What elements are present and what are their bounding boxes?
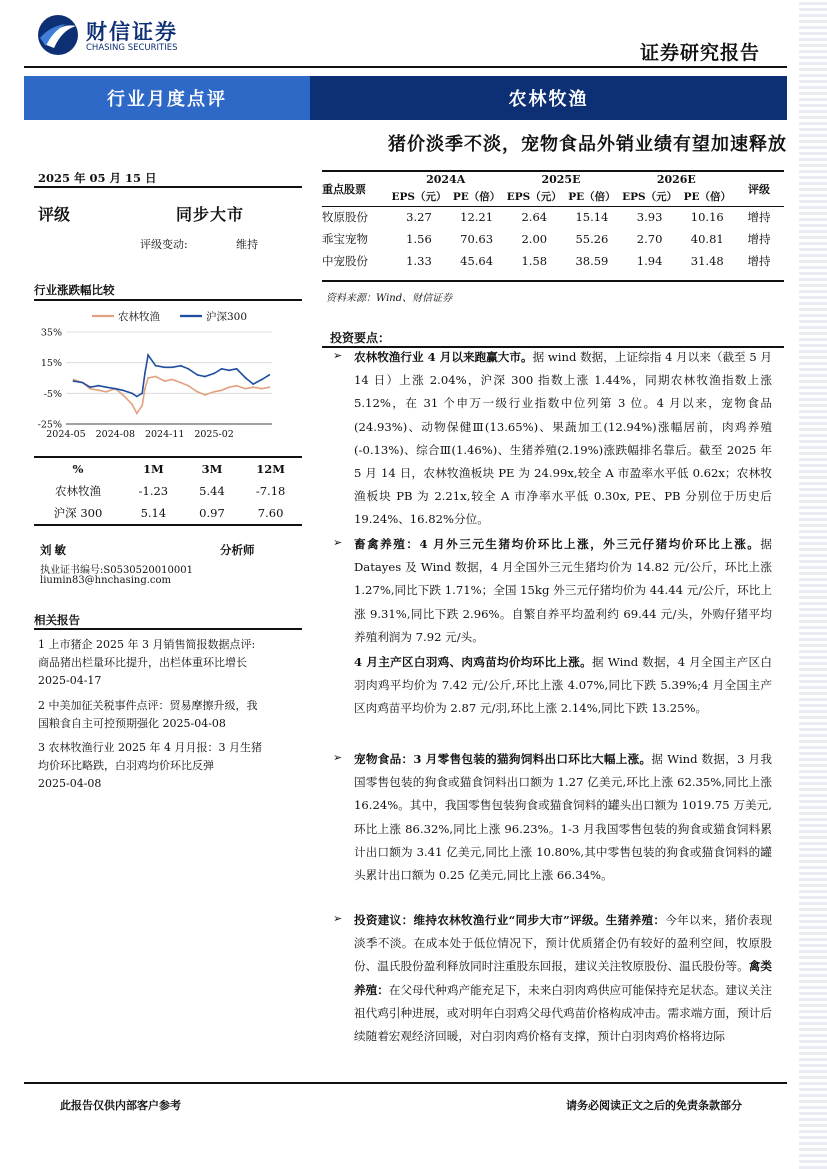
- invest-para-1: [354, 346, 772, 532]
- stock-cell: 2.70: [636, 232, 663, 246]
- arrow-bullet-icon: ➢: [333, 349, 343, 362]
- data-point-1: [236, 368, 238, 370]
- data-point-1: [114, 388, 116, 390]
- invest-para-4-text: 据 Wind 数据，3 月我国零售包装的狗食或猫食饲料出口额为 1.27 亿美元,环比上涨 62.35%,同比上涨 16.24%。其中，我国零售包装狗食或猫食饲料的罐头出口额为 1019.75 万美元,环比上涨 86.32%,同比上涨 96.23%。1-3 月我国零售包装的狗食或猫食饲料累计出口额为 3.41 亿美元,同比上涨 10.80%,其中零售包装的狗食或猫食饲料的罐头累计出口额为 0.25 亿美元,同比上涨 66.34%。: [354, 752, 772, 883]
- stock-sub: PE（倍）: [683, 190, 731, 203]
- stock-cell: 45.64: [460, 254, 494, 268]
- data-point-1: [122, 389, 124, 391]
- footer-left: 此报告仅供内部客户参考: [60, 1099, 181, 1112]
- stock-cell: 1.94: [636, 254, 663, 268]
- data-point-0: [98, 389, 100, 391]
- data-point-0: [144, 388, 146, 390]
- invest-para-3: [354, 651, 772, 721]
- data-point-0: [141, 405, 143, 407]
- perf-cell: 5.14: [140, 506, 167, 520]
- analyst-role: 分析师: [220, 543, 255, 557]
- data-point-1: [98, 385, 100, 387]
- perf-row-name: 农林牧渔: [55, 484, 101, 498]
- y-tick-label: 15%: [40, 358, 62, 370]
- data-point-1: [155, 365, 157, 367]
- stock-sub: EPS（元）: [391, 190, 447, 203]
- stock-cell: 10.16: [690, 210, 724, 225]
- stock-col-rating: 评级: [748, 182, 770, 196]
- invest-para-5-lead: 投资建议：维持农林牧渔行业“同步大市”评级。生猪养殖：: [354, 913, 666, 927]
- data-point-1: [171, 366, 173, 368]
- related-title-rule: [34, 628, 302, 630]
- data-point-0: [204, 394, 206, 396]
- stock-name: 乖宝宠物: [322, 232, 368, 246]
- data-point-0: [105, 391, 107, 393]
- stock-cell: 15.14: [575, 210, 609, 225]
- data-point-0: [164, 380, 166, 382]
- logo-en-text: CHASING SECURITIES: [86, 43, 178, 53]
- rating-change-value: 维持: [236, 238, 258, 251]
- stock-table: [322, 172, 784, 272]
- perf-col-12m: 12M: [256, 462, 285, 476]
- invest-para-4-lead: 宠物食品：3 月零售包装的猫狗饲料出口环比大幅上涨。: [354, 752, 652, 766]
- related-date: 2025-04-17: [38, 674, 102, 688]
- banner-industry: 农林牧渔: [310, 76, 787, 120]
- data-point-1: [136, 396, 138, 398]
- stock-name: 中宠股份: [322, 254, 368, 268]
- related-section-title: 相关报告: [34, 613, 80, 627]
- stock-cell: 1.56: [406, 232, 432, 246]
- invest-para-1-text: 据 wind 数据，上证综指 4 月以来（截至 5 月 14 日）上涨 2.04%，沪深 300 指数上涨 1.44%，同期农林牧渔指数上涨 5.12%，在 31 个申万一级行业指数中位列第 3 位。4 月以来，宠物食品(24.93%)、动物保健Ⅲ(13.65%)、果蔬加工(12.94%)涨幅居前，肉鸡养殖(-0.13%)、综合Ⅲ(1.46%)、生猪养殖(2.19%)涨跌幅排名靠后。截至 2025 年 5 月 14 日，农林牧渔板块 PE 为 24.99x,较全 A 市盈率水平低 0.62x；农林牧渔板块 PB 为 2.21x,较全 A 市净率水平低 0.30x, PE、PB 分别位于历史后 19.24%、16.82%分位。: [354, 350, 773, 527]
- invest-para-5-text: 今年以来，猪价表现淡季不淡。在成本处于低位情况下，预计优质猪企仍有较好的盈利空间，牧原股份、温氏股份盈利释放同时注重股东回报，建议关注牧原股份、温氏股份等。: [354, 913, 772, 974]
- report-type: 证券研究报告: [640, 42, 761, 64]
- related-line: 均价环比略跌，白羽鸡均价环比反弹: [38, 759, 214, 773]
- perf-row-name: 沪深 300: [53, 506, 103, 520]
- banner-category: 行业月度点评: [24, 76, 310, 120]
- data-point-0: [147, 377, 149, 379]
- footer-rule: [24, 1082, 787, 1084]
- invest-para-1-lead: 农林牧渔行业 4 月以来跑赢大市。: [354, 350, 533, 364]
- data-point-1: [228, 369, 230, 371]
- perf-table: [34, 458, 302, 524]
- perf-cell: 7.60: [257, 506, 284, 520]
- data-point-0: [171, 379, 173, 381]
- legend-label-1: 沪深300: [206, 311, 248, 323]
- logo-mark-icon: [36, 14, 80, 56]
- stock-rating: 增持: [747, 254, 771, 268]
- stock-rating: 增持: [747, 232, 771, 246]
- data-point-0: [197, 391, 199, 393]
- data-point-1: [82, 382, 84, 384]
- data-point-0: [261, 388, 263, 390]
- data-point-1: [187, 368, 189, 370]
- data-point-1: [197, 374, 199, 376]
- table-row: [322, 228, 784, 250]
- stock-cell: 70.63: [460, 232, 494, 246]
- invest-para-5-text-2: 在父母代种鸡产能充足下，未来白羽肉鸡供应可能保持充足状态。建议关注祖代鸡引种进展，或对明年白羽鸡父母代鸡苗价格构成冲击。需求端方面，预计后续随着宏观经济回暖，对白羽肉鸡价格有支撑，预计白羽肉鸡价格将边际: [354, 982, 772, 1044]
- x-tick-label: 2025-02: [194, 429, 234, 440]
- related-line: 2 中美加征关税事件点评：贸易摩擦升级，我: [38, 698, 258, 712]
- perf-col-pct: %: [72, 462, 84, 476]
- data-point-1: [261, 379, 263, 381]
- stock-cell: 12.21: [460, 210, 494, 225]
- report-date: 2025 年 05 月 15 日: [38, 171, 157, 185]
- related-line: 商品猪出栏量环比提升，出栏体重环比增长: [38, 656, 247, 670]
- rating-change-label: 评级变动:: [140, 238, 188, 251]
- analyst-name: 刘敏: [40, 543, 69, 557]
- table-row: [322, 206, 784, 228]
- data-point-1: [252, 383, 254, 385]
- stock-year: 2024A: [426, 173, 466, 186]
- y-tick-label: -5%: [43, 388, 62, 400]
- invest-para-2: [354, 533, 772, 649]
- stock-header-years: [322, 172, 784, 187]
- perf-section-title: 行业涨跌幅比较: [34, 283, 115, 297]
- arrow-bullet-icon: ➢: [333, 536, 343, 549]
- related-item[interactable]: [38, 697, 298, 733]
- header-rule: [24, 66, 787, 68]
- data-point-1: [268, 374, 270, 376]
- invest-para-4: [354, 748, 772, 887]
- analyst-email[interactable]: liumin83@hnchasing.com: [40, 575, 172, 586]
- data-point-0: [221, 389, 223, 391]
- stock-cell: 3.27: [406, 210, 432, 225]
- data-point-0: [236, 385, 238, 387]
- stock-name: 牧原股份: [322, 210, 368, 225]
- arrow-bullet-icon: ➢: [333, 751, 343, 764]
- analyst-license: 执业证书编号:S0530520010001: [40, 565, 193, 576]
- related-item[interactable]: [38, 636, 298, 691]
- data-point-1: [89, 386, 91, 388]
- invest-para-5-lead-2: 禽类养殖：: [354, 959, 772, 997]
- arrow-bullet-icon: ➢: [333, 912, 343, 925]
- invest-para-3-lead: 4 月主产区白羽鸡、肉鸡苗均价均环比上涨。: [354, 655, 593, 669]
- invest-para-5: [354, 909, 772, 1048]
- stock-cell: 1.33: [406, 254, 432, 268]
- invest-heading: 投资要点：: [330, 331, 391, 345]
- stock-cell: 1.58: [521, 254, 548, 268]
- data-point-0: [245, 388, 247, 390]
- data-point-1: [204, 376, 206, 378]
- stock-sub: PE（倍）: [452, 190, 501, 203]
- data-point-0: [155, 376, 157, 378]
- stock-cell: 31.48: [690, 254, 724, 268]
- related-list: [38, 636, 298, 794]
- data-point-1: [213, 373, 215, 375]
- logo-cn-text: 财信证券: [86, 20, 178, 44]
- series-line-0: [74, 377, 270, 414]
- data-point-1: [245, 377, 247, 379]
- related-line: 1 上市猪企 2025 年 3 月销售简报数据点评:: [38, 638, 256, 651]
- data-point-0: [136, 412, 138, 414]
- perf-cell: -1.23: [138, 484, 169, 498]
- data-point-1: [73, 380, 75, 382]
- stock-sub: EPS（元）: [506, 190, 562, 203]
- stock-sub: EPS（元）: [622, 190, 678, 203]
- perf-cell: 0.97: [199, 506, 225, 520]
- table-row: [34, 502, 302, 524]
- stock-table-source: 资料来源：Wind、财信证券: [326, 293, 453, 304]
- data-point-1: [131, 392, 133, 394]
- perf-cell: 5.44: [199, 484, 225, 498]
- stock-year: 2026E: [656, 173, 696, 186]
- data-point-0: [213, 391, 215, 393]
- series-line-1: [74, 355, 270, 396]
- stock-cell: 40.81: [690, 232, 724, 246]
- x-tick-label: 2024-05: [46, 429, 86, 440]
- data-point-0: [122, 394, 124, 396]
- stock-header-sub: [322, 187, 784, 206]
- perf-chart: [30, 304, 306, 450]
- data-point-0: [252, 386, 254, 388]
- x-tick-label: 2024-08: [95, 429, 136, 440]
- data-point-1: [144, 373, 146, 375]
- stock-year: 2025E: [541, 173, 581, 186]
- rating-label: 评级: [38, 205, 71, 224]
- company-logo: [36, 14, 186, 60]
- perf-chart-svg: [30, 304, 306, 450]
- data-point-0: [131, 403, 133, 405]
- related-item[interactable]: [38, 739, 298, 794]
- data-point-0: [73, 379, 75, 381]
- data-point-1: [164, 366, 166, 368]
- stock-cell: 38.59: [575, 254, 609, 268]
- invest-para-2-text: 据 Datayes 及 Wind 数据，4 月全国外三元生猪均价为 14.82 元/公斤，环比上涨 1.27%,同比下跌 1.71%；全国 15kg 外三元仔猪均价为 44.44 元/公斤，环比上涨 9.31%,同比下跌 2.96%。自繁自养平均盈利约 69.44 元/头，外购仔猪平均养殖利润为 7.92 元/头。: [354, 537, 772, 644]
- stock-cell: 2.64: [521, 210, 548, 225]
- perf-col-1m: 1M: [143, 462, 164, 476]
- perf-table-bottom-rule: [34, 524, 302, 526]
- table-row: [34, 480, 302, 502]
- data-point-1: [105, 386, 107, 388]
- stock-rating: 增持: [747, 210, 771, 225]
- related-date: 2025-04-08: [38, 777, 102, 791]
- date-rule: [34, 186, 302, 188]
- stock-cell: 3.93: [636, 210, 663, 225]
- related-line: 国粮食自主可控预期强化 2025-04-08: [38, 716, 226, 730]
- stock-cell: 55.26: [575, 232, 609, 246]
- data-point-1: [147, 354, 149, 356]
- data-point-1: [221, 368, 223, 370]
- y-tick-label: -25%: [37, 419, 62, 431]
- table-row: [322, 250, 784, 272]
- perf-cell: -7.18: [255, 484, 286, 498]
- perf-col-3m: 3M: [201, 462, 223, 476]
- data-point-1: [141, 392, 143, 394]
- rating-value: 同步大市: [176, 205, 245, 224]
- stock-table-bottom-rule: [322, 280, 784, 282]
- invest-para-2-lead: 畜禽养殖：4 月外三元生猪均价环比上涨，外三元仔猪均价环比上涨。: [354, 537, 761, 551]
- stock-col-name: 重点股票: [322, 182, 366, 196]
- data-point-0: [228, 386, 230, 388]
- footer-right: 请务必阅读正文之后的免责条款部分: [566, 1099, 742, 1112]
- x-tick-label: 2024-11: [144, 429, 185, 440]
- y-tick-label: 35%: [40, 327, 62, 339]
- perf-table-header: [34, 458, 302, 480]
- stock-cell: 2.00: [521, 232, 548, 246]
- perf-title-rule: [34, 299, 302, 301]
- data-point-0: [187, 385, 189, 387]
- report-title: 猪价淡季不淡，宠物食品外销业绩有望加速释放: [388, 134, 787, 155]
- legend-label-0: 农林牧渔: [118, 311, 160, 323]
- data-point-0: [268, 386, 270, 388]
- invest-para-3-text: 据 Wind 数据，4 月全国主产区白羽肉鸡平均价为 7.42 元/公斤,环比上涨 4.07%,同比下跌 5.39%;4 月全国主产区肉鸡苗平均价为 2.87 元/羽,环比上涨 2.14%,同比下跌 13.25%。: [354, 655, 772, 716]
- data-point-0: [180, 382, 182, 384]
- data-point-1: [180, 365, 182, 367]
- right-edge-stripe: [799, 0, 827, 1169]
- related-line: 3 农林牧渔行业 2025 年 4 月月报：3 月生猪: [38, 741, 262, 755]
- stock-sub: PE（倍）: [568, 190, 616, 203]
- data-point-0: [89, 388, 91, 390]
